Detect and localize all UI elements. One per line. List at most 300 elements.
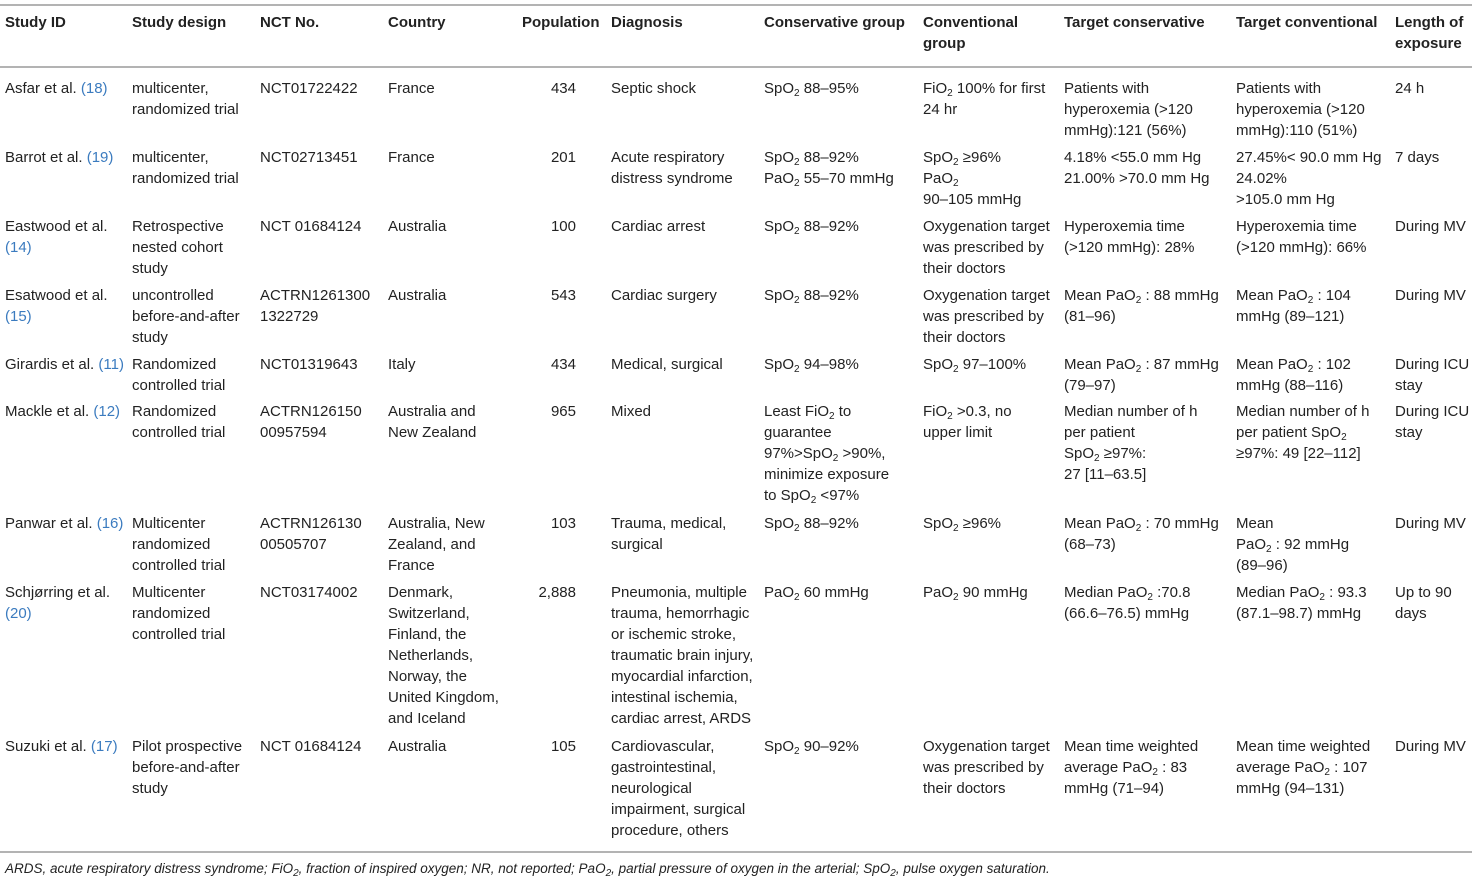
column-header-line: Study design bbox=[132, 14, 227, 31]
cell-line: (>120 mmHg): 66% bbox=[1236, 239, 1367, 256]
cell-line: SpO$_2$ 90–92% bbox=[764, 738, 859, 757]
cell-line: 543 bbox=[550, 287, 576, 304]
cell-pop bbox=[551, 285, 576, 306]
cell-line: ACTRN1261300 bbox=[260, 287, 371, 304]
cell-nct bbox=[260, 513, 362, 555]
reference-link[interactable]: (16) bbox=[96, 515, 124, 532]
cell-cons bbox=[764, 216, 859, 237]
cell-tconv bbox=[1236, 78, 1365, 141]
cell-line: average PaO$_2$ : 83 bbox=[1064, 759, 1188, 778]
cell-len bbox=[1395, 513, 1466, 534]
cell-line: During ICU bbox=[1395, 403, 1470, 420]
column-header-line: group bbox=[923, 35, 966, 52]
cell-line: Asfar et al. (18) bbox=[5, 80, 108, 97]
cell-line: 27.45%< 90.0 mm Hg bbox=[1236, 149, 1382, 166]
cell-line: Hyperoxemia time bbox=[1064, 218, 1185, 235]
table-footnote: ARDS, acute respiratory distress syndrome; FiO$_2$, fraction of inspired oxygen; NR, not reported; PaO$_2$, partial pressure of oxygen in the arterial; SpO$_2$, pulse oxygen saturation. bbox=[5, 861, 1050, 879]
cell-line: PaO$_2$ : 92 mmHg bbox=[1236, 536, 1350, 555]
reference-link[interactable]: (20) bbox=[5, 605, 32, 622]
cell-line: trauma, hemorrhagic bbox=[611, 605, 750, 622]
cell-line: Patients with bbox=[1064, 80, 1150, 97]
cell-line: PaO$_2$ 60 mmHg bbox=[764, 584, 869, 603]
cell-line: surgical bbox=[611, 536, 663, 553]
cell-line: Norway, the bbox=[388, 668, 467, 685]
cell-tcons bbox=[1064, 582, 1190, 624]
cell-line: Australia and bbox=[388, 403, 476, 420]
cell-line: Mixed bbox=[611, 403, 652, 420]
cell-pop bbox=[551, 401, 576, 422]
cell-line: randomized trial bbox=[132, 170, 239, 187]
column-header-line: Population bbox=[522, 14, 600, 31]
cell-line: Denmark, bbox=[388, 584, 454, 601]
cell-line: During MV bbox=[1395, 218, 1466, 235]
cell-line: traumatic brain injury, bbox=[611, 647, 754, 664]
cell-country bbox=[388, 285, 446, 306]
cell-line: Trauma, medical, bbox=[611, 515, 727, 532]
cell-line: hyperoxemia (>120 bbox=[1064, 101, 1193, 118]
cell-conv bbox=[923, 216, 1050, 279]
cell-line: During MV bbox=[1395, 515, 1466, 532]
cell-line: During ICU bbox=[1395, 356, 1470, 373]
cell-line: Australia bbox=[388, 738, 447, 755]
cell-design bbox=[132, 147, 239, 189]
cell-line: United Kingdom, bbox=[388, 689, 499, 706]
cell-line: During MV bbox=[1395, 287, 1466, 304]
cell-cons bbox=[764, 147, 894, 189]
cell-tcons bbox=[1064, 736, 1198, 799]
cell-line: Up to 90 bbox=[1395, 584, 1452, 601]
cell-line: SpO$_2$ 88–92% bbox=[764, 218, 859, 237]
cell-line: upper limit bbox=[923, 424, 993, 441]
column-header-line: Target conservative bbox=[1064, 14, 1205, 31]
cell-design bbox=[132, 582, 225, 645]
cell-pop bbox=[551, 78, 576, 99]
cell-line: 105 bbox=[550, 738, 576, 755]
column-header-tconv bbox=[1236, 12, 1377, 33]
reference-link[interactable]: (17) bbox=[90, 738, 118, 755]
cell-line: guarantee bbox=[764, 424, 832, 441]
cell-line: Cardiovascular, bbox=[611, 738, 715, 755]
cell-line: 27 [11–63.5] bbox=[1064, 466, 1147, 483]
cell-conv bbox=[923, 285, 1050, 348]
cell-line: Cardiac arrest bbox=[611, 218, 706, 235]
cell-line: 103 bbox=[550, 515, 576, 532]
cell-len bbox=[1395, 216, 1466, 237]
cell-line: multicenter, bbox=[132, 80, 209, 97]
cell-tconv bbox=[1236, 513, 1349, 576]
cell-line: Mackle et al. (12) bbox=[5, 403, 121, 420]
cell-country bbox=[388, 216, 446, 237]
cell-line: 00957594 bbox=[260, 424, 327, 441]
cell-line: average PaO$_2$ : 107 bbox=[1236, 759, 1368, 778]
cell-line: FiO$_2$ 100% for first bbox=[923, 80, 1046, 99]
column-header-line: Length of bbox=[1395, 14, 1464, 31]
cell-tconv bbox=[1236, 285, 1351, 327]
cell-line: Hyperoxemia time bbox=[1236, 218, 1357, 235]
cell-line: mmHg):121 (56%) bbox=[1064, 122, 1187, 139]
cell-cons bbox=[764, 736, 859, 757]
cell-line: (68–73) bbox=[1064, 536, 1116, 553]
cell-line: intestinal ischemia, bbox=[611, 689, 738, 706]
cell-line: Finland, the bbox=[388, 626, 467, 643]
cell-len bbox=[1395, 401, 1469, 443]
cell-line: study bbox=[132, 260, 168, 277]
cell-line: Mean PaO$_2$ : 102 bbox=[1236, 356, 1351, 375]
column-header-line: Conventional bbox=[923, 14, 1019, 31]
cell-id bbox=[5, 78, 108, 99]
cell-line bbox=[5, 603, 110, 624]
cell-tcons bbox=[1064, 78, 1193, 141]
column-header-id bbox=[5, 12, 66, 33]
cell-conv bbox=[923, 582, 1028, 603]
cell-nct bbox=[260, 354, 358, 375]
cell-line: controlled trial bbox=[132, 557, 226, 574]
cell-tcons bbox=[1064, 354, 1219, 396]
cell-line: SpO$_2$ 88–92% bbox=[764, 149, 859, 168]
cell-conv bbox=[923, 736, 1050, 799]
cell-line: SpO$_2$ 88–92% bbox=[764, 287, 859, 306]
cell-tcons bbox=[1064, 285, 1219, 327]
cell-tcons bbox=[1064, 216, 1194, 258]
cell-line: Switzerland, bbox=[388, 605, 470, 622]
cell-line: Acute respiratory bbox=[611, 149, 725, 166]
cell-line: mmHg):110 (51%) bbox=[1236, 122, 1358, 139]
cell-line: PaO$_2$ 55–70 mmHg bbox=[764, 170, 894, 189]
cell-line: study bbox=[132, 780, 168, 797]
cell-nct bbox=[260, 216, 361, 237]
cell-line: Septic shock bbox=[611, 80, 697, 97]
cell-line: 90–105 mmHg bbox=[923, 191, 1022, 208]
cell-line: 21.00% >70.0 mm Hg bbox=[1064, 170, 1210, 187]
column-header-line: exposure bbox=[1395, 35, 1462, 52]
cell-line: NCT03174002 bbox=[260, 584, 358, 601]
cell-line: SpO$_2$ 88–92% bbox=[764, 515, 859, 534]
cell-line: Retrospective bbox=[132, 218, 224, 235]
cell-country bbox=[388, 582, 499, 729]
cell-diag bbox=[611, 78, 696, 99]
cell-len bbox=[1395, 78, 1424, 99]
cell-line: Panwar et al. (16) bbox=[5, 515, 124, 532]
cell-line: 24 h bbox=[1395, 80, 1425, 97]
cell-country bbox=[388, 147, 435, 168]
column-header-tcons bbox=[1064, 12, 1205, 33]
cell-line: Mean PaO$_2$ : 87 mmHg bbox=[1064, 356, 1219, 375]
cell-line: gastrointestinal, bbox=[611, 759, 717, 776]
column-header-line: NCT No. bbox=[260, 14, 320, 31]
reference-link[interactable]: (14) bbox=[5, 239, 32, 256]
cell-line: minimize exposure bbox=[764, 466, 890, 483]
cell-line: Oxygenation target bbox=[923, 287, 1050, 304]
cell-line: NCT01722422 bbox=[260, 80, 358, 97]
cell-line: Randomized bbox=[132, 356, 217, 373]
cell-line: stay bbox=[1395, 377, 1423, 394]
cell-line: or ischemic stroke, bbox=[611, 626, 737, 643]
cell-line: Mean time weighted bbox=[1236, 738, 1371, 755]
cell-line: impairment, surgical bbox=[611, 801, 746, 818]
cell-line: Oxygenation target bbox=[923, 738, 1050, 755]
cell-pop bbox=[551, 736, 576, 757]
cell-line: mmHg (71–94) bbox=[1064, 780, 1165, 797]
cell-line: SpO$_2$ ≥96% bbox=[923, 515, 1001, 534]
cell-id bbox=[5, 582, 110, 624]
cell-line: cardiac arrest, ARDS bbox=[611, 710, 752, 727]
cell-line: (>120 mmHg): 28% bbox=[1064, 239, 1195, 256]
cell-line: randomized bbox=[132, 536, 211, 553]
cell-tconv bbox=[1236, 216, 1366, 258]
cell-line: NCT02713451 bbox=[260, 149, 358, 166]
table-bottom-rule bbox=[0, 851, 1472, 853]
cell-line: Schjørring et al. bbox=[5, 584, 111, 601]
cell-line: 00505707 bbox=[260, 536, 327, 553]
cell-line: their doctors bbox=[923, 260, 1006, 277]
cell-line: Esatwood et al. bbox=[5, 287, 108, 304]
cell-line: Pneumonia, multiple bbox=[611, 584, 747, 601]
column-header-line: Country bbox=[388, 14, 446, 31]
cell-nct bbox=[260, 285, 370, 327]
cell-line: SpO$_2$ 88–95% bbox=[764, 80, 859, 99]
cell-conv bbox=[923, 147, 1021, 210]
cell-line: stay bbox=[1395, 424, 1423, 441]
cell-tconv bbox=[1236, 354, 1351, 396]
cell-line: France bbox=[388, 149, 435, 166]
cell-line bbox=[5, 306, 108, 327]
cell-line: SpO$_2$ 97–100% bbox=[923, 356, 1027, 375]
cell-line: (87.1–98.7) mmHg bbox=[1236, 605, 1362, 622]
cell-line: Pilot prospective bbox=[132, 738, 243, 755]
cell-line: Zealand, and bbox=[388, 536, 476, 553]
cell-line: PaO$_2$ bbox=[923, 170, 959, 189]
cell-line: 1322729 bbox=[260, 308, 319, 325]
cell-line: controlled trial bbox=[132, 626, 226, 643]
cell-line: their doctors bbox=[923, 329, 1006, 346]
cell-line: hyperoxemia (>120 bbox=[1236, 101, 1365, 118]
cell-design bbox=[132, 401, 225, 443]
cell-line: During MV bbox=[1395, 738, 1466, 755]
cell-line: before-and-after bbox=[132, 308, 240, 325]
cell-line: 201 bbox=[550, 149, 576, 166]
cell-id bbox=[5, 285, 108, 327]
cell-diag bbox=[611, 147, 733, 189]
cell-line: Italy bbox=[388, 356, 416, 373]
column-header-diag bbox=[611, 12, 683, 33]
cell-line: nested cohort bbox=[132, 239, 223, 256]
cell-country bbox=[388, 354, 416, 375]
cell-line: 24.02% bbox=[1236, 170, 1287, 187]
cell-diag bbox=[611, 285, 717, 306]
cell-diag bbox=[611, 401, 651, 422]
cell-line: Mean PaO$_2$ : 88 mmHg bbox=[1064, 287, 1219, 306]
cell-line: controlled trial bbox=[132, 377, 226, 394]
cell-line: 2,888 bbox=[538, 584, 576, 601]
cell-line: Patients with bbox=[1236, 80, 1322, 97]
cell-line: NCT01319643 bbox=[260, 356, 358, 373]
cell-line: 965 bbox=[550, 403, 576, 420]
column-header-conv bbox=[923, 12, 1018, 54]
cell-len bbox=[1395, 736, 1466, 757]
column-header-pop bbox=[522, 12, 600, 33]
reference-link[interactable]: (18) bbox=[80, 80, 108, 97]
cell-line: randomized trial bbox=[132, 101, 239, 118]
cell-cons bbox=[764, 513, 859, 534]
cell-design bbox=[132, 736, 242, 799]
cell-line: 434 bbox=[550, 356, 576, 373]
cell-line: study bbox=[132, 329, 168, 346]
cell-cons bbox=[764, 285, 859, 306]
cell-line: NCT 01684124 bbox=[260, 218, 362, 235]
cell-line: New Zealand bbox=[388, 424, 477, 441]
cell-line: ACTRN126150 bbox=[260, 403, 362, 420]
cell-line: multicenter, bbox=[132, 149, 209, 166]
cell-cons bbox=[764, 401, 889, 506]
cell-conv bbox=[923, 513, 1001, 534]
cell-line: Suzuki et al. (17) bbox=[5, 738, 118, 755]
cell-nct bbox=[260, 582, 358, 603]
column-header-line: Target conventional bbox=[1236, 14, 1378, 31]
cell-line: SpO$_2$ ≥97%: bbox=[1064, 445, 1147, 464]
cell-line: randomized bbox=[132, 605, 211, 622]
cell-line: Mean bbox=[1236, 515, 1274, 532]
cell-line: Australia, New bbox=[388, 515, 485, 532]
cell-line: was prescribed by bbox=[923, 308, 1044, 325]
cell-diag bbox=[611, 513, 726, 555]
cell-diag bbox=[611, 354, 723, 375]
cell-diag bbox=[611, 736, 745, 841]
reference-link[interactable]: (12) bbox=[93, 403, 121, 420]
cell-design bbox=[132, 285, 240, 348]
column-header-line: Study ID bbox=[5, 14, 66, 31]
cell-tconv bbox=[1236, 736, 1370, 799]
cell-line: to SpO$_2$ <97% bbox=[764, 487, 860, 506]
cell-line: France bbox=[388, 557, 435, 574]
cell-nct bbox=[260, 736, 361, 757]
cell-design bbox=[132, 216, 224, 279]
cell-line: Netherlands, bbox=[388, 647, 474, 664]
cell-pop bbox=[551, 354, 576, 375]
cell-diag bbox=[611, 582, 753, 729]
cell-line: Girardis et al. (11) bbox=[5, 356, 124, 373]
cell-conv bbox=[923, 401, 1012, 443]
cell-len bbox=[1395, 147, 1439, 168]
column-header-nct bbox=[260, 12, 319, 33]
cell-line: Multicenter bbox=[132, 584, 206, 601]
cell-line: and Iceland bbox=[388, 710, 466, 727]
cell-line: Median number of h bbox=[1236, 403, 1370, 420]
column-header-country bbox=[388, 12, 446, 33]
reference-link[interactable]: (11) bbox=[98, 356, 124, 373]
cell-line: Barrot et al. (19) bbox=[5, 149, 114, 166]
cell-id bbox=[5, 513, 123, 534]
cell-line: (79–97) bbox=[1064, 377, 1116, 394]
cell-line: neurological bbox=[611, 780, 692, 797]
cell-line: PaO$_2$ 90 mmHg bbox=[923, 584, 1028, 603]
column-header-line: Diagnosis bbox=[611, 14, 683, 31]
cell-line: 97%>SpO$_2$ >90%, bbox=[764, 445, 886, 464]
cell-nct bbox=[260, 78, 358, 99]
cell-line: was prescribed by bbox=[923, 239, 1044, 256]
cell-line: NCT 01684124 bbox=[260, 738, 362, 755]
cell-pop bbox=[538, 582, 576, 603]
cell-line: per patient bbox=[1064, 424, 1135, 441]
cell-len bbox=[1395, 582, 1452, 624]
cell-tcons bbox=[1064, 513, 1219, 555]
cell-line: 4.18% <55.0 mm Hg bbox=[1064, 149, 1202, 166]
cell-line: Mean PaO$_2$ : 70 mmHg bbox=[1064, 515, 1219, 534]
cell-line: (89–96) bbox=[1236, 557, 1288, 574]
cell-line: Australia bbox=[388, 287, 447, 304]
cell-line: before-and-after bbox=[132, 759, 240, 776]
cell-line: 434 bbox=[550, 80, 576, 97]
cell-line: procedure, others bbox=[611, 822, 729, 839]
column-header-cons bbox=[764, 12, 905, 33]
cell-id bbox=[5, 401, 120, 422]
cell-tconv bbox=[1236, 147, 1382, 210]
cell-pop bbox=[551, 513, 576, 534]
cell-line: was prescribed by bbox=[923, 759, 1044, 776]
cell-cons bbox=[764, 78, 859, 99]
cell-line: myocardial infarction, bbox=[611, 668, 753, 685]
cell-line bbox=[5, 237, 108, 258]
cell-line: Multicenter bbox=[132, 515, 206, 532]
cell-tconv bbox=[1236, 401, 1369, 464]
cell-line: Least FiO$_2$ to bbox=[764, 403, 852, 422]
cell-line: 7 days bbox=[1395, 149, 1440, 166]
cell-line: >105.0 mm Hg bbox=[1236, 191, 1335, 208]
cell-line: Median PaO$_2$ :70.8 bbox=[1064, 584, 1191, 603]
cell-nct bbox=[260, 401, 362, 443]
reference-link[interactable]: (19) bbox=[86, 149, 114, 166]
cell-line: ≥97%: 49 [22–112] bbox=[1236, 445, 1361, 462]
reference-link[interactable]: (15) bbox=[5, 308, 32, 325]
cell-pop bbox=[551, 147, 576, 168]
cell-line: FiO$_2$ >0.3, no bbox=[923, 403, 1012, 422]
cell-line: mmHg (89–121) bbox=[1236, 308, 1345, 325]
cell-id bbox=[5, 736, 118, 757]
cell-design bbox=[132, 513, 225, 576]
column-header-design bbox=[132, 12, 226, 33]
cell-line: Medical, surgical bbox=[611, 356, 723, 373]
cell-cons bbox=[764, 354, 859, 375]
cell-country bbox=[388, 736, 446, 757]
table-top-rule bbox=[0, 4, 1472, 6]
cell-design bbox=[132, 354, 225, 396]
cell-conv bbox=[923, 78, 1045, 120]
cell-country bbox=[388, 513, 485, 576]
cell-line: 100 bbox=[550, 218, 576, 235]
cell-line: 24 hr bbox=[923, 101, 958, 118]
cell-id bbox=[5, 354, 124, 375]
table-header-rule bbox=[0, 66, 1472, 68]
cell-cons bbox=[764, 582, 869, 603]
cell-line: Australia bbox=[388, 218, 447, 235]
cell-id bbox=[5, 216, 108, 258]
column-header-len bbox=[1395, 12, 1463, 54]
cell-line: France bbox=[388, 80, 435, 97]
cell-line: days bbox=[1395, 605, 1427, 622]
cell-diag bbox=[611, 216, 705, 237]
column-header-line: Conservative group bbox=[764, 14, 905, 31]
cell-line: Median number of h bbox=[1064, 403, 1198, 420]
cell-line: (66.6–76.5) mmHg bbox=[1064, 605, 1190, 622]
cell-line: Eastwood et al. bbox=[5, 218, 108, 235]
cell-line: Mean PaO$_2$ : 104 bbox=[1236, 287, 1351, 306]
cell-country bbox=[388, 401, 476, 443]
cell-line: SpO$_2$ ≥96% bbox=[923, 149, 1001, 168]
cell-line: Mean time weighted bbox=[1064, 738, 1199, 755]
cell-id bbox=[5, 147, 113, 168]
cell-line: ACTRN126130 bbox=[260, 515, 362, 532]
cell-line: per patient SpO$_2$ bbox=[1236, 424, 1347, 443]
cell-tcons bbox=[1064, 401, 1197, 485]
